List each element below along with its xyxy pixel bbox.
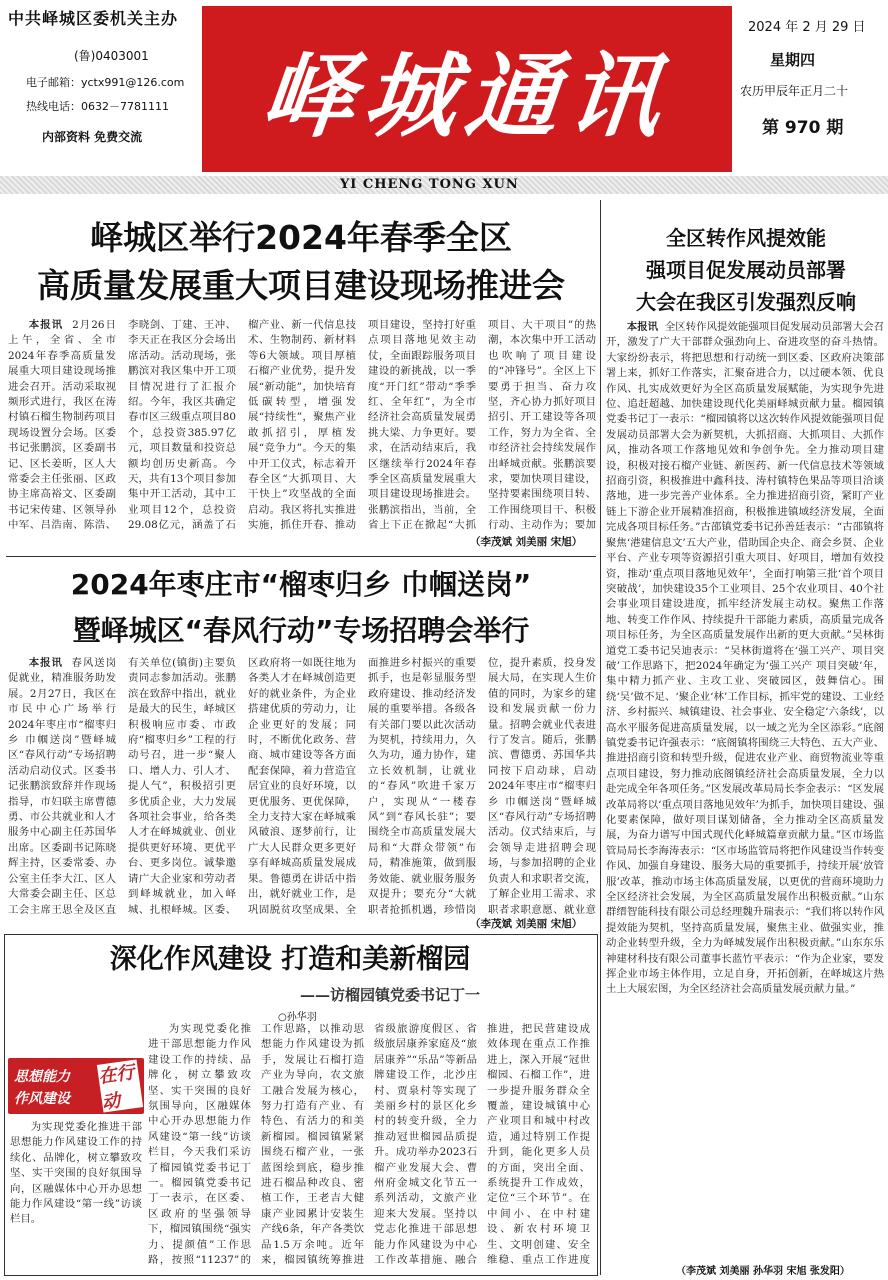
- internal-notice: 内部资料 免费交流: [42, 130, 143, 144]
- article1-title-line2: 高质量发展重大项目建设现场推进会: [37, 266, 565, 305]
- title-block: [202, 6, 732, 172]
- article1-lead: 本报讯: [28, 319, 64, 331]
- masthead-left: [8, 6, 198, 145]
- column-logo: [8, 1058, 144, 1114]
- weekday: 星期四: [770, 51, 816, 69]
- lunar-date: 农历甲辰年正月二十: [740, 84, 849, 98]
- article4-title-line1: 全区转作风提效能: [666, 226, 826, 250]
- masthead: [0, 0, 888, 174]
- article4-body: [606, 320, 884, 1262]
- article4-text: 全区转作风提效能强项目促发展动员部署大会召开，激发了广大干部群众强劲向上、奋进攻坚的奋斗热情。大家纷纷表示，将把思想和行动统一到区委、区政府决策部署上来，抓好工作落实，汇聚奋进合力，以过硬本领、优良作风、扎实成效更好为全区高质量发展赋能，为实现争先进位、追赶超越、加快建设现代化美丽峄城贡献力量。榴园镇党委书记丁一表示：“榴园镇将以这次转作风提效能强项目促发展动员部署大会为新契机，大抓招商、大抓项目、大抓作风，推动各项工作落地见效和争创争先。全力推动项目建设，积极对接石榴产业链、新医药、新一代信息技术等领域招商引资，积极推进中鑫科技、涛村镇特色果品等项目洽谈落地，进一步完善产业体系。全力推进招商引资，紧盯产业链上下游企业开展精准招商，积极推进镇域经济发展，全面完成各项目标任务。”古邵镇党委书记孙善廷表示：“古邵镇将聚焦‘港建信息文’五大产业，借助国企央企、商会乡贤、企业平台、产业专项等资源招引重大项目、好项目，增加有效投资，推动‘重点项目落地见效年’，全面打响第三批‘首个项目突破战’，加快建设35个工业项目、25个农业项目、40个社会事业项目建设进度，抓牢经济发展主动权。聚焦工作落地、转变工作作风、持续提升干部能力素质，高质量完成各项目标任务，为全区高质量发展作出新的更大贡献。”吴林街道党工委书记吴迪表示：“吴林街道将在‘强工兴产、项目突破’工作思路下，把2024年确定为‘强工兴产 项目突破’年，集中精力抓产业、主攻工业、突破园区，鼓舞信心。围绕‘吴’做不足、‘聚企业‘林’工作目标，抓牢党的建设、工业经济、乡村振兴、城镇建设、社会事业、安全稳定‘六条线’，以高水平服务促进高质量发展，以一域之光为全区添彩。”底阁镇党委书记许强表示：“底阁镇将围绕三大特色、五大产业、推进招商引资和转型升级，促进农业产业、商贸物流业等重点项目建设，努力推动底阁镇经济社会高质量发展，全力以赴完成全年各项任务。”区发展改革局局长李金表示：“区发展改革局将以‘重点项目落地见效年’为抓手，加快项目建设、强化要素保障，做好项目谋划储备，全力推动全区高质量发展，为奋力谱写中国式现代化峄城篇章贡献力量。”区市场监管局局长李海涛表示：“区市场监管局将把作风建设当作转变作风、加强自身建设、服务大局的重要抓手，持续开展‘放管服’改革，推动市场主体高质量发展，以更优的营商环境助力全区经济社会发展，为全区高质量发展作出积极贡献。”山东群缙智能科技有限公司总经理魏升瑞表示：“我们将以转作风提效能为契机，坚持高质量发展，聚焦主业、做强实业，推动企业转型升级，全力为峄城发展作出积极贡献。”山东东乐神建材科技有限公司董事长蓝竹平表示：“作为企业家，要发挥企业市场主体作用，立足自身，开拓创新，在峄城这片热土上大展宏图，为全区经济社会高质量发展贡献力量。”: [606, 321, 884, 996]
- publication-code: (鲁)0403001: [74, 49, 149, 63]
- article3-reporter: ○孙华羽: [278, 1012, 317, 1023]
- article3-title: 深化作风建设 打造和美新榴园: [109, 944, 471, 975]
- column-divider: [600, 200, 601, 1275]
- article4-title-line3: 大会在我区引发强烈反响: [636, 290, 856, 314]
- contact-info: [8, 74, 198, 114]
- article1-body: [8, 318, 596, 546]
- article1-signoff: （李茂斌 刘美丽 宋旭）: [470, 536, 583, 548]
- article2-lead: 本报讯: [28, 657, 63, 669]
- article2-title-line2: 暨峄城区“春风行动”专场招聘会举行: [72, 614, 530, 647]
- article2-body: [8, 656, 596, 926]
- article1-text: 2月26日上午，全省、全市2024年春季高质量发展重大项目建设现场推进会召开。活动采取视频形式进行，我区在涛村镇石榴生物制药项目现场设置分会场。区委书记张鹏滨，区委副书记、区长姜昕，区人大常委会主任张丽、区政协主席高裕文、区委副书记宋传建、区领导孙中军、吕浩南、陈浩、李晓剑、丁建、王冲、李天正在我区分会场出席活动。活动现场，张鹏滨对我区集中开工项目情况进行了汇报介绍。今年，我区共确定春市区三级重点项目80个，总投资385.97亿元，项目数量和投资总额均创历史新高。今天，共有13个项目参加集中开工活动，其中工业项目12个，总投资29.08亿元，涵盖了石榴产业、新一代信息技术、生物制药、新材料等6大领域。项目厚植石榴产业优势，提升发展“新动能”，加快培育低碳转型，增强发展“持续性”，聚焦产业敢抓招引，厚植发展“竞争力”。今天的集中开工仪式，标志着开春全区“大抓项目、大干快上”攻坚战的全面启动。我区将扎实推进实施，抓住开春、推动项目建设，坚持打好重点项目落地见效主动仗，全面跟踪服务项目建设的新挑战，以一季度“开门红”带动“季季红、全年红”，为全市经济社会高质量发展勇挑大梁、力争更好。要求，在活动结束后，我区继续举行2024年春季全区高质量发展重大项目建设现场推进会。张鹏滨指出，当前，全省上下正在掀起“大抓项目、大干项目”的热潮，本次集中开工活动也吹响了项目建设的“冲锋号”。全区上下要勇于担当、奋力攻坚，齐心协力抓好项目招引、开工建设等各项工作，努力为全省、全市经济社会持续发展作出峄城贡献。张鹏滨要求，要加快项目建设，坚持要素围绕项目转、工作围绕项目干、积极行动、主动作为；要加: [8, 319, 596, 532]
- article3-text: 为实现党委化推进干部思想能力作风建设工作的持续、品牌化，树立攀致攻坚、实干突围的良好氛围导向，区融媒体中心开办思想能力作风建设“第一线”访谈栏目，今天我们采访了榴园镇党委书记丁一。榴园镇党委书记丁一表示，在区委、区政府的坚强领导下，榴园镇围绕“强实力、提颜值”工作思路，按照“11237”的工作思路，以推动思想能力作风建设为抓手，发展让石榴打造产业为导向，农文旅工融合发展为核心，努力打造有产业、有特色、有活力的和美新榴园。榴园镇紧紧围绕石榴产业，一张蓝图绘到底，稳步推进石榴品种改良、密植工作，王老吉大健康产业园累计安装生产线6条，年产各类饮品1.5万余吨。近年来，榴园镇统筹推进省级旅游度假区、省级旅居康养家庭及“旅居康养”“乐品”等新品牌建设工作，北沙庄村、贾泉村等实现了美丽乡村的景区化乡村的转变升级，全力推动冠世榴园品质提升。成功举办2023石榴产业发展大会、曹州府金城文化节五一系列活动，文旅产业迎来大发展。坚持以党志化推进干部思想能力作风建设为中心工作改革措施、融合推进，把民营建设成效体现在重点工作推进上，深入开展“冠世榴园、石榴工作”，进一步提升服务群众全覆盖，建设城镇中心产业项目和城中村改造，通过特别工作提升到，能化更多人员的方面，突出全面、系统提升工作成效，定位“三个环节”。在中间小、在中村建设、新农村环境卫生、文明创建、安全维稳、重点工作进度: [148, 1023, 590, 1267]
- logo-line1: 思想能力: [14, 1069, 70, 1085]
- logo-line2: 作风建设: [14, 1091, 70, 1107]
- article3-body-right: [148, 1022, 590, 1270]
- article2-signoff: （李茂斌 刘美丽 宋旭）: [470, 918, 583, 930]
- pinyin-title: YI CHENG TONG XUN: [340, 177, 519, 192]
- article2-text: 春风送岗促就业，精准服务助发展。2月27日，我区在市民中心广场举行2024年枣庄市“榴枣归乡 巾帼送岗”暨峄城区“春风行动”专场招聘活动启动仪式。区委书记张鹏滨致辞并作现场指导，市妇联主席曹德勇、市公共就业和人才服务中心副主任苏国华出席。区委副书记陈晓辉主持，区委常委、办公室主任李大江、区人大常委会副主任、区总工会主席王思全及区直有关单位(镇街)主要负责同志参加活动。张鹏滨在致辞中指出，就业是最大的民生，峄城区积极响应市委、市政府“榴枣归乡”工程的行动号召，进一步“聚人口、增人力、引人才、提人气”，积极招引更多优质企业，大力发展各项社会事业，给各类人才在峄城就业、创业提供更好环境、更优平台、更多岗位。诚挚邀请广大企业家和劳动者到峄城就业，加入峄城、扎根峄城。区委、区政府将一如既往地为各类人才在峄城创造更好的就业条件，为企业搭建优质的劳动力，让企业更好的发展；同时，不断优化政务、营商、城市建设等各方面配套保障，着力营造宜居宜业的良好环境，以更优服务、更优保障，全力支持大家在峄城乘风破浪、逐梦前行，让广大人民群众更多更好享有峄城高质量发展成果。鲁德勇在讲话中指出，就好就业工作，是巩固脱贫攻坚成果、全面推进乡村振兴的重要抓手，也是彰显服务型政府建设、推动经济发展的重要举措。各级各有关部门要以此次活动为契机，持续用力，久久为功，通力协作，建立长效机制，让就业的“春风”吹进千家万户，实现从“一楼春风”到“春风长驻”；要围绕全市高质量发展大局和“大群众带领”布局，精准施策，做到服务效能、就业服务服务双提升；要充分“大就职者抢抓机遇，珍惜岗位，提升素质，投身发展大局，在实现人生价值的同时，为家乡的建设和发展贡献一份力量。招聘会就业代表进行了发言。随后，张鹏滨、曹德勇、苏国华共同按下启动球，启动2024年枣庄市“榴枣归乡 巾帼送岗”暨峄城区“春风行动”专场招聘活动。仪式结束后，与会领导走进招聘会现场，与参加招聘的企业负责人和求职者交流，了解企业用工需求、求职者求职意愿、就业意: [8, 657, 596, 916]
- issue-number: 第 970 期: [762, 118, 844, 138]
- article3-body-left: 为实现党委化推进干部思想能力作风建设工作的持续化、品牌化，树立攀致攻坚、实干突围的良好氛围导向，区融媒体中心开办思想能力作风建设“第一线”访谈栏目。: [10, 1121, 142, 1226]
- article4-title-line2: 强项目促发展动员部署: [646, 258, 846, 282]
- newspaper-title: 峄城通讯: [256, 42, 676, 150]
- article1-headline: [6, 214, 596, 310]
- article2-title-line1: 2024年枣庄市“榴枣归乡 巾帼送岗”: [70, 568, 532, 601]
- article1-title-line1: 峄城区举行2024年春季全区: [90, 218, 512, 257]
- organizer: 中共峄城区委机关主办: [8, 9, 179, 28]
- section-divider: [6, 556, 596, 557]
- article2-headline: [6, 562, 596, 654]
- logo-seal: 在行动: [97, 1059, 143, 1112]
- article4-headline: [606, 222, 886, 318]
- article3-subtitle: ——访榴园镇党委书记丁一: [300, 986, 481, 1004]
- email: 电子邮箱：yctx991@126.com: [26, 76, 185, 89]
- article4-signoff: （李茂斌 刘美丽 孙华羽 宋旭 张发阳）: [676, 1266, 850, 1277]
- issue-date: 2024 年 2 月 29 日: [748, 20, 866, 35]
- masthead-right: [740, 6, 885, 138]
- hotline: 热线电话：0632－7781111: [26, 100, 169, 113]
- article4-lead: 本报讯: [626, 321, 659, 333]
